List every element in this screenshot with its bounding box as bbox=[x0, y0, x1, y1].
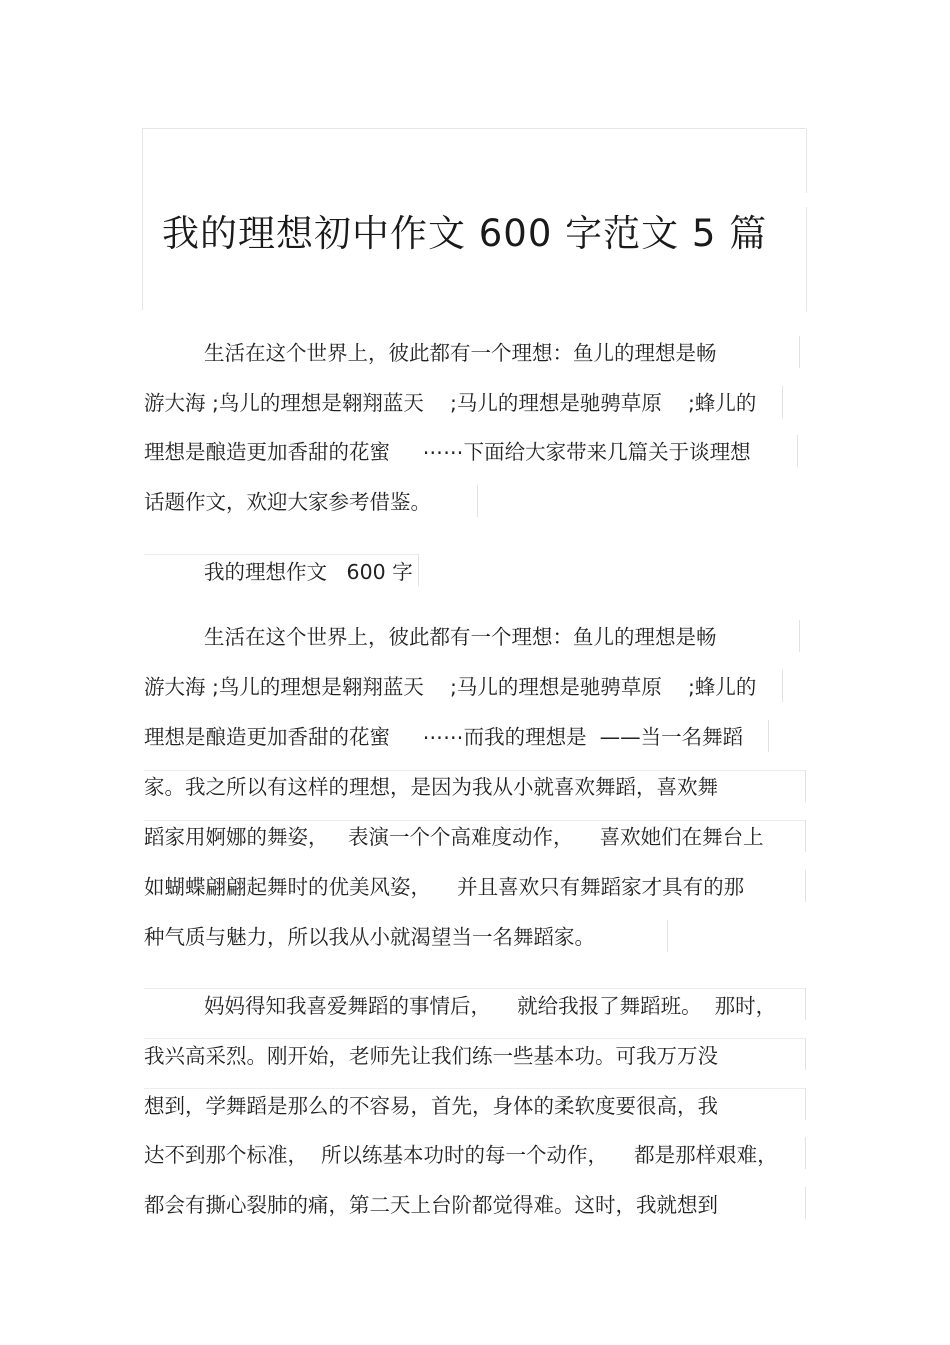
frame-line bbox=[799, 336, 800, 368]
frame-line bbox=[805, 820, 806, 852]
frame-line bbox=[144, 988, 806, 989]
frame-line bbox=[144, 820, 806, 821]
frame-line bbox=[805, 988, 806, 1020]
frame-line bbox=[805, 770, 806, 802]
essay-line: 种气质与魅力，所以我从小就渴望当一名舞蹈家。 bbox=[144, 925, 595, 949]
frame-line bbox=[477, 485, 478, 517]
essay-line: 达不到那个标准， 所以练基本功时的每一个动作， 都是那样艰难， bbox=[144, 1143, 778, 1167]
frame-line bbox=[805, 870, 806, 902]
intro-line: 理想是酿造更加香甜的花蜜 ⋯⋯下面给大家带来几篇关于谈理想 bbox=[144, 440, 751, 464]
frame-line bbox=[144, 1088, 806, 1089]
intro-line: 生活在这个世界上，彼此都有一个理想：鱼儿的理想是畅 bbox=[204, 341, 717, 365]
document-title: 我的理想初中作文 600 字范文 5 篇 bbox=[162, 212, 768, 255]
frame-line bbox=[768, 720, 769, 752]
essay-line: 想到，学舞蹈是那么的不容易，首先，身体的柔软度要很高，我 bbox=[144, 1094, 718, 1118]
frame-line bbox=[805, 1038, 806, 1070]
frame-line bbox=[805, 1187, 806, 1219]
essay-line: 妈妈得知我喜爱舞蹈的事情后， 就给我报了舞蹈班。 那时， bbox=[204, 994, 777, 1018]
section-heading: 我的理想作文 600 字 bbox=[204, 560, 413, 584]
frame-line bbox=[418, 554, 419, 586]
frame-line bbox=[799, 620, 800, 652]
intro-line: 话题作文，欢迎大家参考借鉴。 bbox=[144, 490, 431, 514]
intro-line: 游大海 ;鸟儿的理想是翱翔蓝天 ;马儿的理想是驰骋草原 ;蜂儿的 bbox=[144, 391, 757, 415]
frame-line bbox=[782, 670, 783, 702]
frame-line bbox=[805, 1088, 806, 1120]
essay-line: 家。我之所以有这样的理想，是因为我从小就喜欢舞蹈，喜欢舞 bbox=[144, 775, 718, 799]
frame-line bbox=[144, 770, 806, 771]
frame-line bbox=[806, 129, 807, 193]
frame-line bbox=[667, 920, 668, 952]
essay-line: 理想是酿造更加香甜的花蜜 ⋯⋯而我的理想是 ——当一名舞蹈 bbox=[144, 725, 744, 749]
frame-line bbox=[782, 386, 783, 418]
essay-line: 都会有撕心裂肺的痛，第二天上台阶都觉得难。这时，我就想到 bbox=[144, 1193, 718, 1217]
frame-line bbox=[806, 207, 807, 311]
frame-line bbox=[805, 1137, 806, 1169]
essay-line: 如蝴蝶翩翩起舞时的优美风姿， 并且喜欢只有舞蹈家才具有的那 bbox=[144, 875, 745, 899]
essay-line: 游大海 ;鸟儿的理想是翱翔蓝天 ;马儿的理想是驰骋草原 ;蜂儿的 bbox=[144, 675, 757, 699]
frame-line bbox=[144, 554, 419, 555]
essay-line: 我兴高采烈。刚开始，老师先让我们练一些基本功。可我万万没 bbox=[144, 1044, 718, 1068]
essay-line: 蹈家用婀娜的舞姿， 表演一个个高难度动作， 喜欢她们在舞台上 bbox=[144, 825, 764, 849]
frame-line bbox=[144, 1038, 806, 1039]
essay-line: 生活在这个世界上，彼此都有一个理想：鱼儿的理想是畅 bbox=[204, 625, 717, 649]
frame-line bbox=[797, 435, 798, 467]
